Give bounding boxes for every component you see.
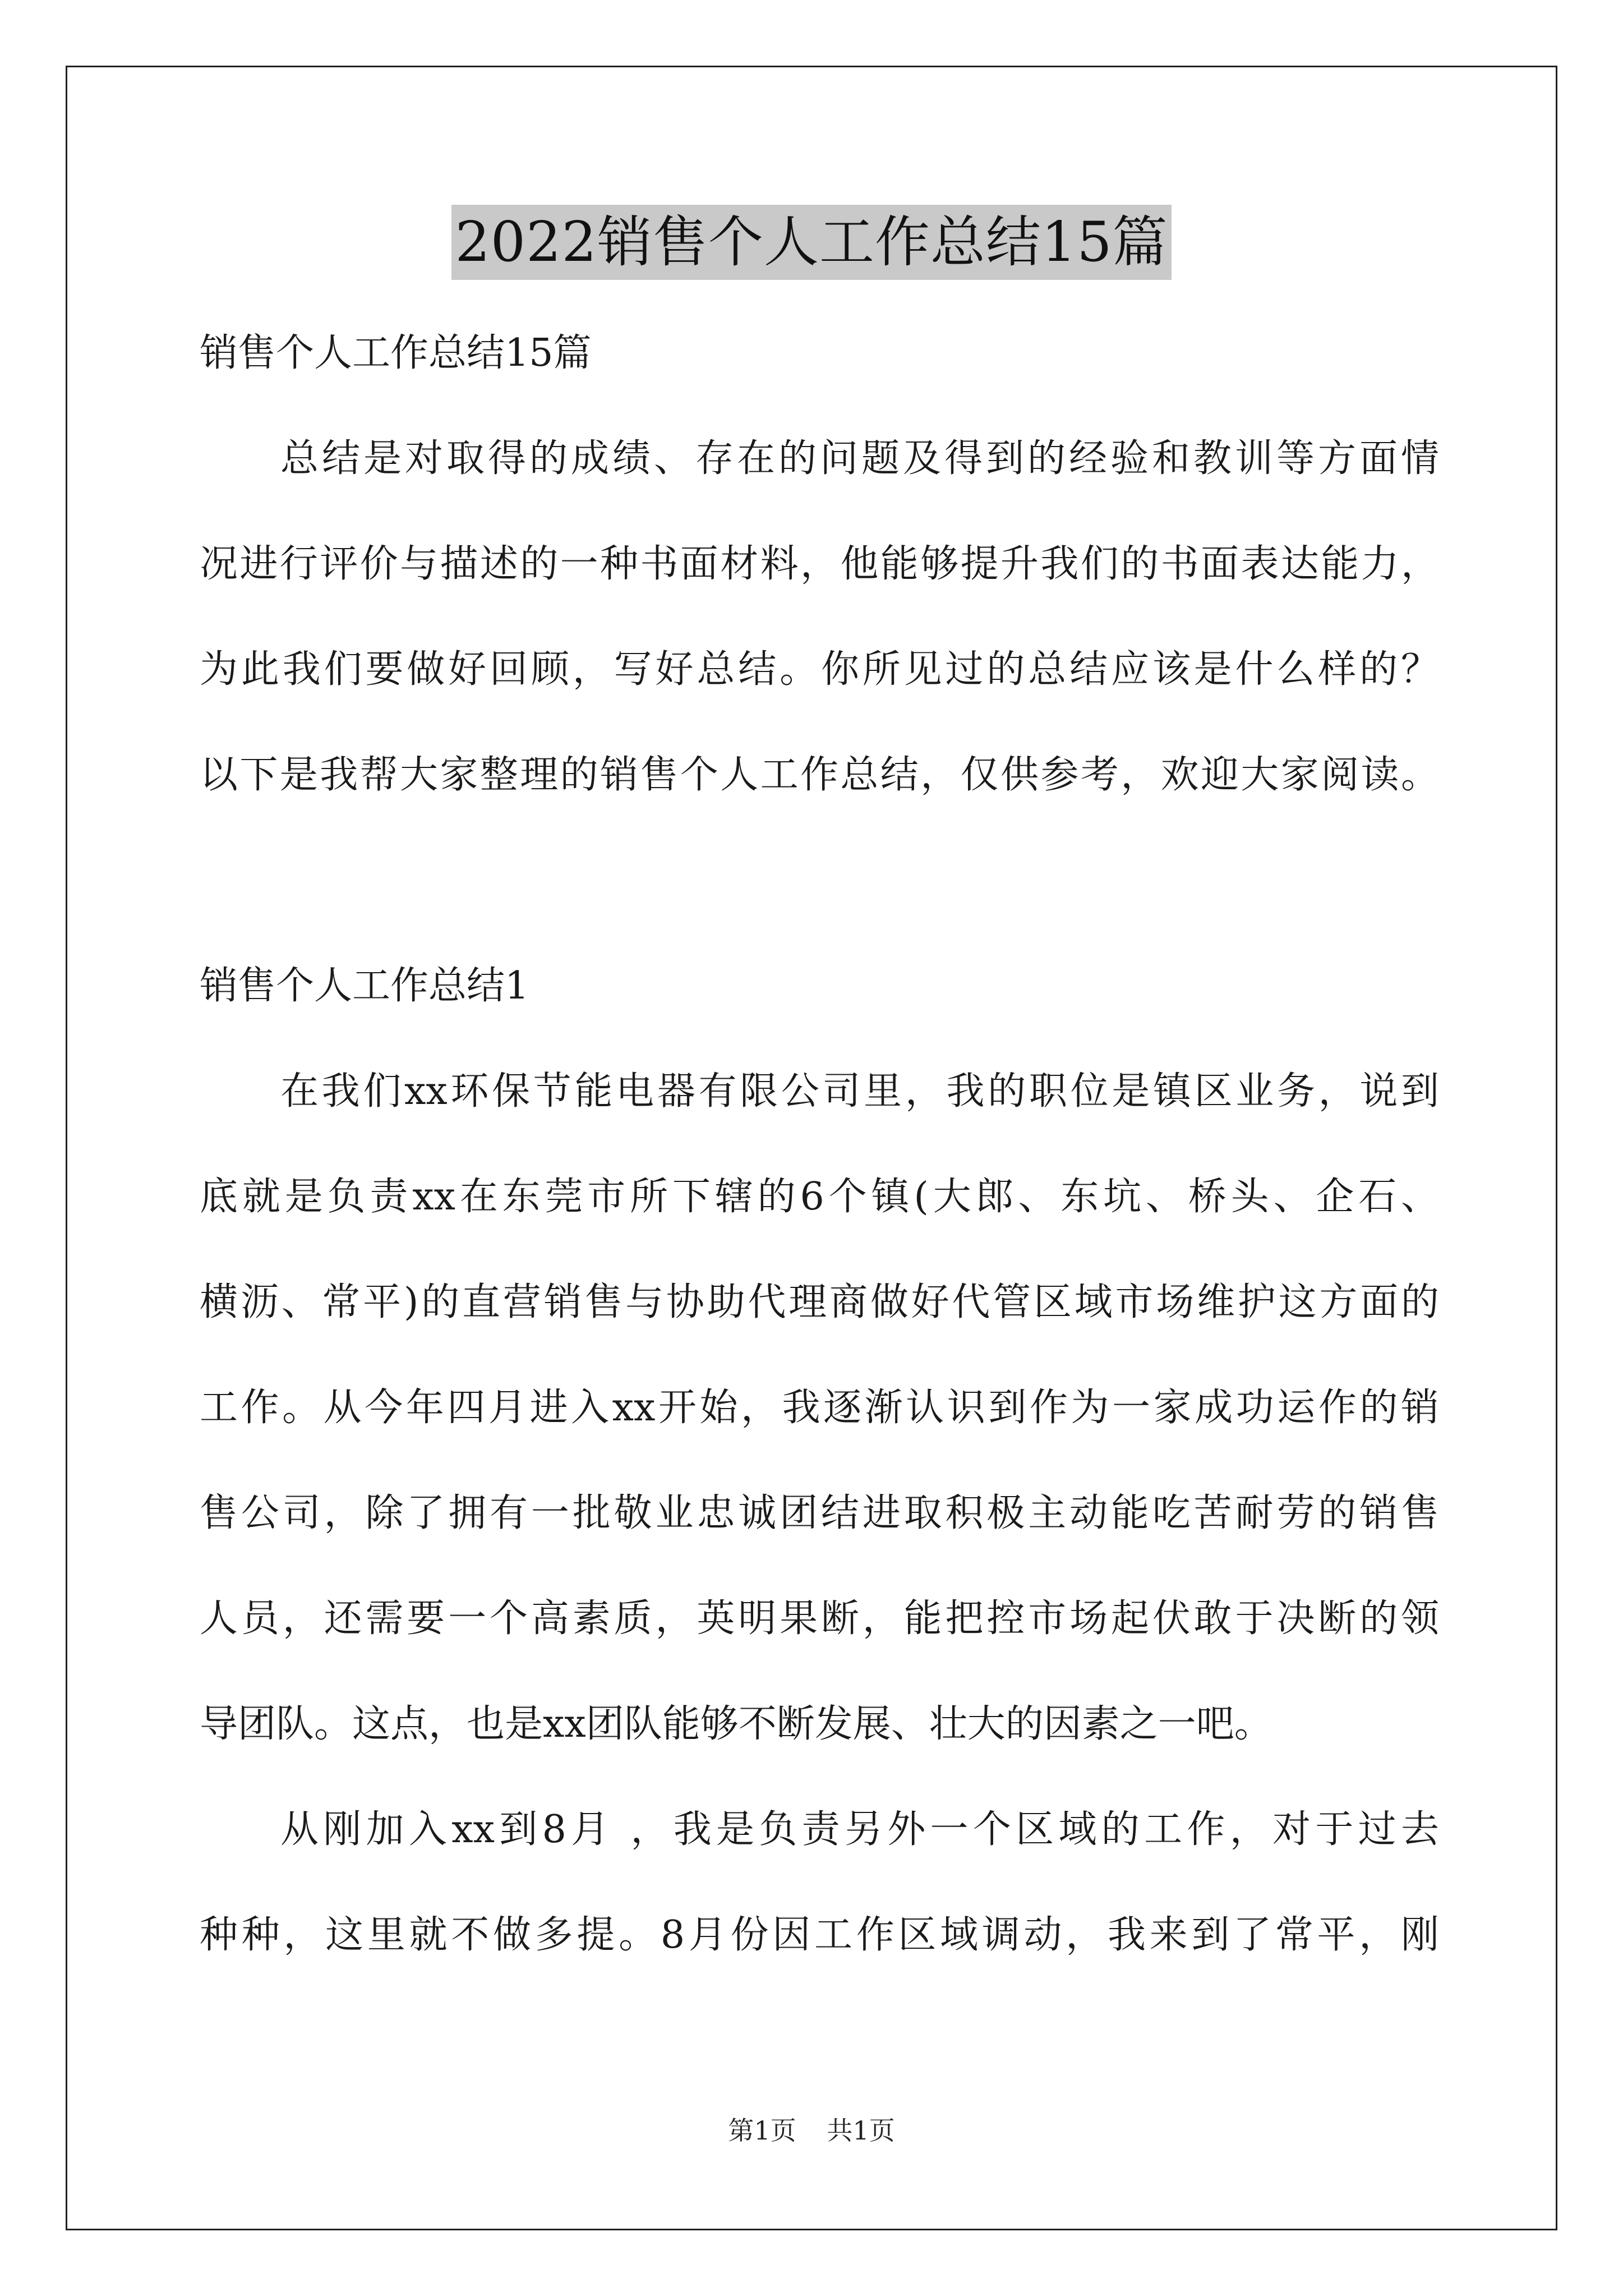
page-footer xyxy=(0,2114,1623,2147)
intro-line: 况进行评价与描述的一种书面材料，他能够提升我们的书面表达能力， xyxy=(200,542,1439,586)
paragraph-line: 在我们xx环保节能电器有限公司里，我的职位是镇区业务，说到 xyxy=(280,1069,1439,1114)
section-heading: 销售个人工作总结1 xyxy=(200,964,529,1008)
paragraph-line: 底就是负责xx在东莞市所下辖的6个镇(大郎、东坑、桥头、企石、 xyxy=(200,1175,1439,1219)
subtitle: 销售个人工作总结15篇 xyxy=(200,331,592,375)
paragraph-line: 导团队。这点，也是xx团队能够不断发展、壮大的因素之一吧。 xyxy=(200,1702,1272,1746)
section-gap xyxy=(200,828,1439,933)
paragraph-line: 人员，还需要一个高素质，英明果断，能把控市场起伏敢于决断的领 xyxy=(200,1596,1439,1641)
paragraph-line: 工作。从今年四月进入xx开始，我逐渐认识到作为一家成功运作的销 xyxy=(200,1386,1439,1430)
page-total: 共1页 xyxy=(827,2115,895,2146)
intro-line: 为此我们要做好回顾，写好总结。你所见过的总结应该是什么样的？ xyxy=(200,647,1439,692)
document-title: 2022销售个人工作总结15篇 xyxy=(451,205,1171,280)
document-body xyxy=(200,301,1439,1988)
intro-line: 总结是对取得的成绩、存在的问题及得到的经验和教训等方面情 xyxy=(280,436,1439,481)
paragraph-line: 从刚加入xx到8月 ，我是负责另外一个区域的工作，对于过去 xyxy=(280,1807,1439,1852)
paragraph-line: 种种，这里就不做多提。8月份因工作区域调动，我来到了常平，刚 xyxy=(200,1913,1439,1957)
page-number: 第1页 xyxy=(728,2115,796,2146)
paragraph-line: 横沥、常平)的直营销售与协助代理商做好代管区域市场维护这方面的 xyxy=(200,1280,1439,1324)
intro-line: 以下是我帮大家整理的销售个人工作总结，仅供参考，欢迎大家阅读。 xyxy=(200,753,1439,797)
paragraph-line: 售公司，除了拥有一批敬业忠诚团结进取积极主动能吃苦耐劳的销售 xyxy=(200,1491,1439,1535)
title-container xyxy=(0,205,1623,280)
